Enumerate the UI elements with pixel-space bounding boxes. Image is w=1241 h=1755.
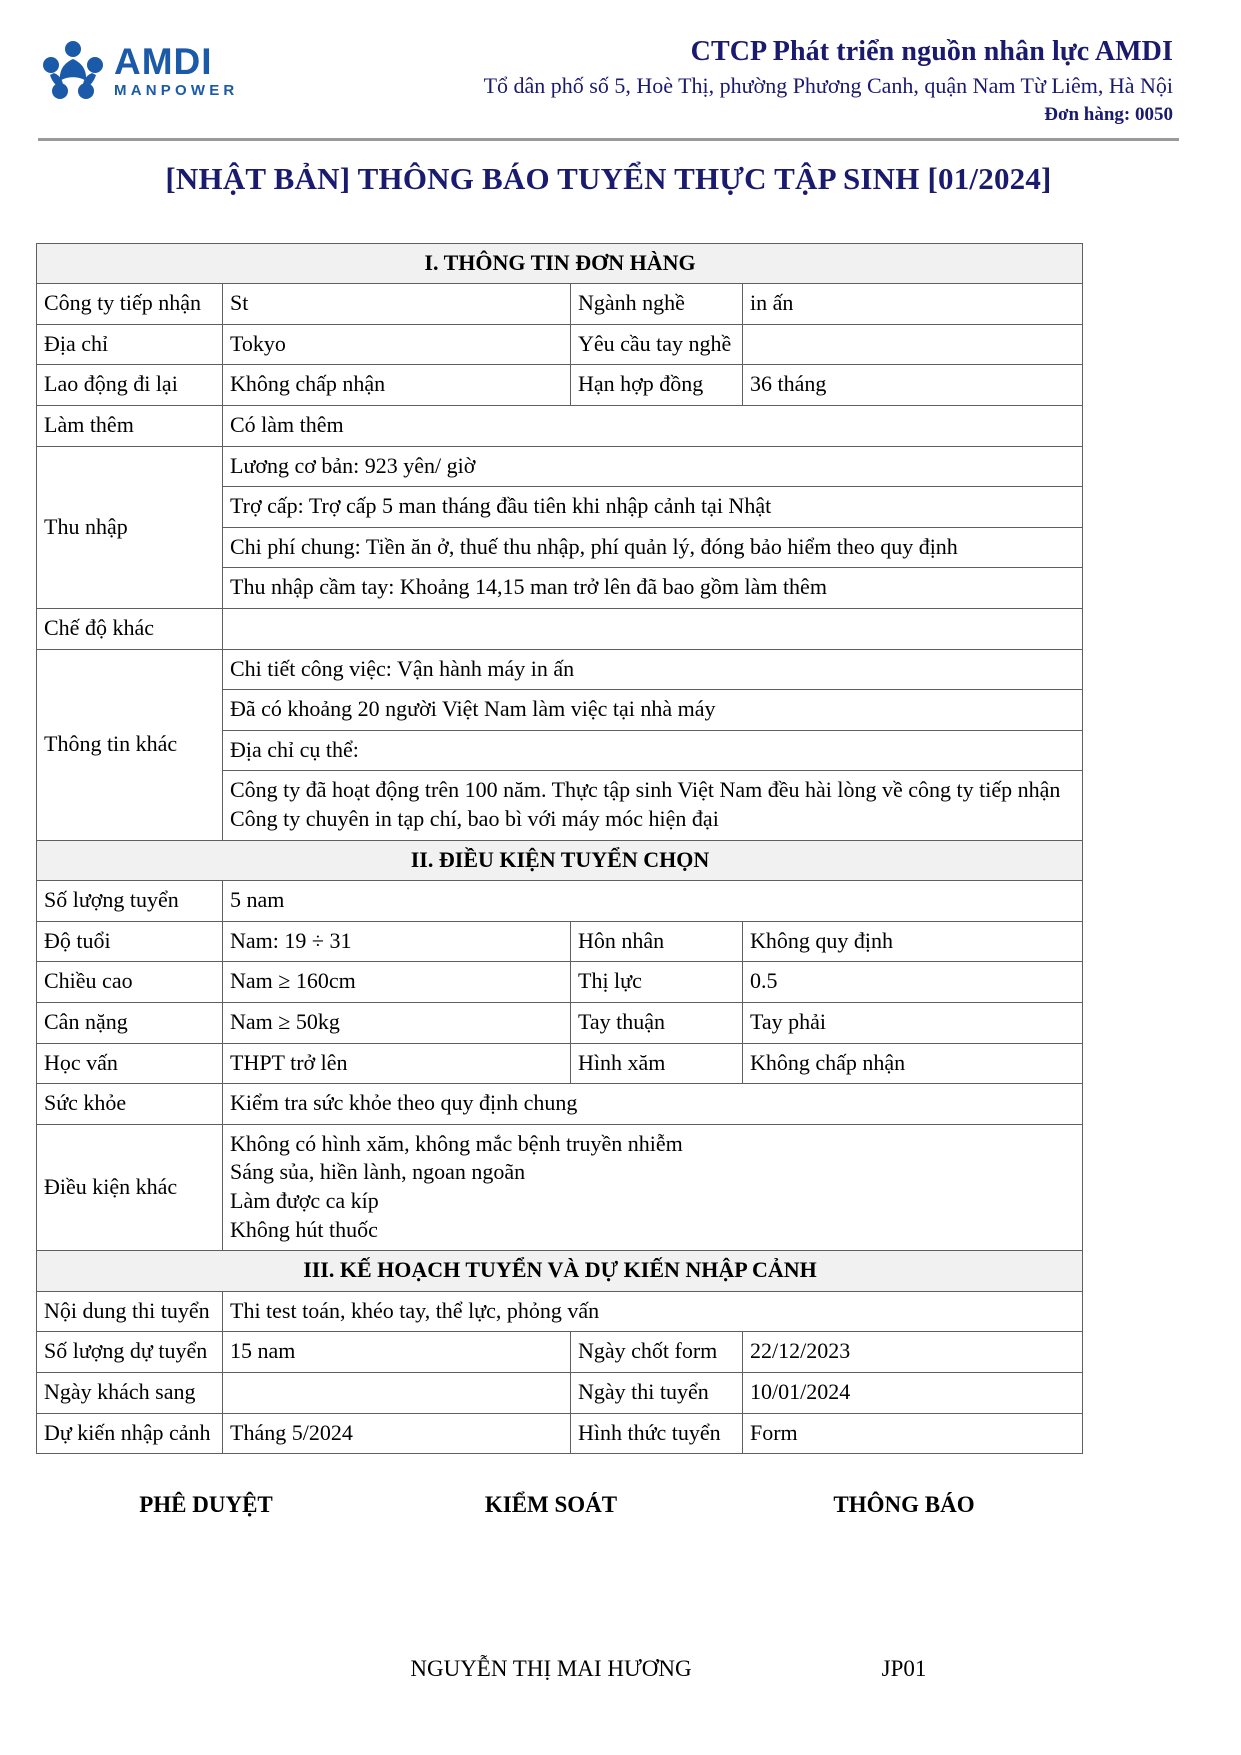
company-info [238,28,1173,126]
value-weight: Nam ≥ 50kg [223,1002,571,1043]
table-row [37,1084,1083,1125]
value-exam-date: 10/01/2024 [743,1372,1083,1413]
signature-notice-label: THÔNG BÁO [833,1492,975,1518]
value-contract-term: 36 tháng [743,365,1083,406]
header-divider [38,138,1179,141]
value-address: Tokyo [223,324,571,365]
label-entry-date: Dự kiến nhập cảnh [37,1413,223,1454]
table-row [37,1043,1083,1084]
page-title: [NHẬT BẢN] THÔNG BÁO TUYỂN THỰC TẬP SINH [01/2024] [165,160,1052,196]
value-income-base: Lương cơ bản: 923 yên/ giờ [223,446,1083,487]
label-transfer-labor: Lao động đi lại [37,365,223,406]
table-row [37,962,1083,1003]
table-row [37,1372,1083,1413]
value-vision: 0.5 [743,962,1083,1003]
label-tattoo: Hình xăm [571,1043,743,1084]
order-number: Đơn hàng: 0050 [1044,103,1173,125]
section-two-header-row [37,840,1083,881]
document-header [36,28,1181,126]
value-job-detail: Chi tiết công việc: Vận hành máy in ấn [223,649,1083,690]
value-exam-content: Thi test toán, khéo tay, thể lực, phỏng vấn [223,1291,1083,1332]
other-condition-line: Không có hình xăm, không mắc bệnh truyền nhiễm [230,1130,683,1156]
value-tattoo: Không chấp nhận [743,1043,1083,1084]
table-row [37,406,1083,447]
value-height: Nam ≥ 160cm [223,962,571,1003]
table-row [37,284,1083,325]
table-row [37,1291,1083,1332]
label-overtime: Làm thêm [37,406,223,447]
label-income: Thu nhập [37,446,223,608]
value-recruit-quantity: 5 nam [223,881,1083,922]
section-one-header-row [37,243,1083,284]
section-three-heading: III. KẾ HOẠCH TUYỂN VÀ DỰ KIẾN NHẬP CẢNH [37,1251,1083,1292]
value-income-allowance: Trợ cấp: Trợ cấp 5 man tháng đầu tiên khi nhập cảnh tại Nhật [223,487,1083,528]
label-dominant-hand: Tay thuận [571,1002,743,1043]
table-row [37,1332,1083,1373]
label-other-benefits: Chế độ khác [37,609,223,650]
value-health: Kiểm tra sức khỏe theo quy định chung [223,1084,1083,1125]
table-row-income [37,446,1083,487]
order-info-table [36,243,1083,1454]
label-health: Sức khỏe [37,1084,223,1125]
table-row [37,324,1083,365]
section-two-heading: II. ĐIỀU KIỆN TUYỂN CHỌN [37,840,1083,881]
company-note-line: Công ty đã hoạt động trên 100 năm. Thực tập sinh Việt Nam đều hài lòng về công ty tiếp nhận [230,777,1061,803]
label-height: Chiều cao [37,962,223,1003]
label-receiving-company: Công ty tiếp nhận [37,284,223,325]
table-row [37,609,1083,650]
label-guest-visit-date: Ngày khách sang [37,1372,223,1413]
label-exam-date: Ngày thi tuyển [571,1372,743,1413]
value-dominant-hand: Tay phải [743,1002,1083,1043]
value-marital-status: Không quy định [743,921,1083,962]
label-other-conditions: Điều kiện khác [37,1124,223,1250]
other-condition-line: Sáng sủa, hiền lành, ngoan ngoãn [230,1159,526,1185]
other-condition-line: Không hút thuốc [230,1216,378,1242]
value-transfer-labor: Không chấp nhận [223,365,571,406]
label-weight: Cân nặng [37,1002,223,1043]
value-industry: in ấn [743,284,1083,325]
value-form-close-date: 22/12/2023 [743,1332,1083,1373]
label-address: Địa chỉ [37,324,223,365]
company-note-line: Công ty chuyên in tạp chí, bao bì với máy móc hiện đại [230,806,719,831]
table-row-other-info [37,649,1083,690]
value-company-notes [223,771,1083,840]
value-specific-address: Địa chỉ cụ thể: [223,730,1083,771]
label-marital-status: Hôn nhân [571,921,743,962]
signature-control-label: KIỂM SOÁT [484,1492,618,1518]
section-one-heading: I. THÔNG TIN ĐƠN HÀNG [37,243,1083,284]
signature-names [36,1656,1082,1682]
value-guest-visit-date [223,1372,571,1413]
signature-approve-name [36,1656,376,1682]
table-row [37,1413,1083,1454]
label-applicant-quantity: Số lượng dự tuyển [37,1332,223,1373]
table-row [37,1124,1083,1250]
value-education: THPT trở lên [223,1043,571,1084]
value-entry-date: Tháng 5/2024 [223,1413,571,1454]
table-row [37,1002,1083,1043]
logo-subtitle: MANPOWER [114,81,239,99]
value-existing-workers: Đã có khoảng 20 người Việt Nam làm việc tại nhà máy [223,690,1083,731]
company-name: CTCP Phát triển nguồn nhân lực AMDI [690,36,1173,67]
value-skill-requirement [743,324,1083,365]
value-recruit-method: Form [743,1413,1083,1454]
other-condition-line: Làm được ca kíp [230,1187,379,1213]
company-address: Tổ dân phố số 5, Hoè Thị, phường Phương Canh, quận Nam Từ Liêm, Hà Nội [483,73,1173,98]
label-education: Học vấn [37,1043,223,1084]
label-contract-term: Hạn hợp đồng [571,365,743,406]
signature-headings [36,1492,1082,1518]
signature-notice-name: JP01 [881,1656,927,1682]
value-other-conditions [223,1124,1083,1250]
label-skill-requirement: Yêu cầu tay nghề [571,324,743,365]
label-age: Độ tuổi [37,921,223,962]
signature-control-name: NGUYỄN THỊ MAI HƯƠNG [410,1656,692,1682]
value-applicant-quantity: 15 nam [223,1332,571,1373]
value-income-takehome: Thu nhập cầm tay: Khoảng 14,15 man trở lên đã bao gồm làm thêm [223,568,1083,609]
logo-name: AMDI [114,40,213,82]
value-income-common-cost: Chi phí chung: Tiền ăn ở, thuế thu nhập, phí quản lý, đóng bảo hiểm theo quy định [223,527,1083,568]
amdi-logo-text [114,40,239,100]
section-three-header-row [37,1251,1083,1292]
label-vision: Thị lực [571,962,743,1003]
table-row [37,881,1083,922]
signature-approve-label: PHÊ DUYỆT [139,1492,273,1518]
label-form-close-date: Ngày chốt form [571,1332,743,1373]
amdi-logo [42,28,238,102]
table-row [37,365,1083,406]
value-other-benefits [223,609,1083,650]
label-recruit-quantity: Số lượng tuyển [37,881,223,922]
value-receiving-company: St [223,284,571,325]
label-other-info: Thông tin khác [37,649,223,840]
table-row [37,921,1083,962]
label-exam-content: Nội dung thi tuyển [37,1291,223,1332]
value-overtime: Có làm thêm [223,406,1083,447]
label-recruit-method: Hình thức tuyển [571,1413,743,1454]
amdi-logo-icon [42,40,104,102]
value-age: Nam: 19 ÷ 31 [223,921,571,962]
label-industry: Ngành nghề [571,284,743,325]
